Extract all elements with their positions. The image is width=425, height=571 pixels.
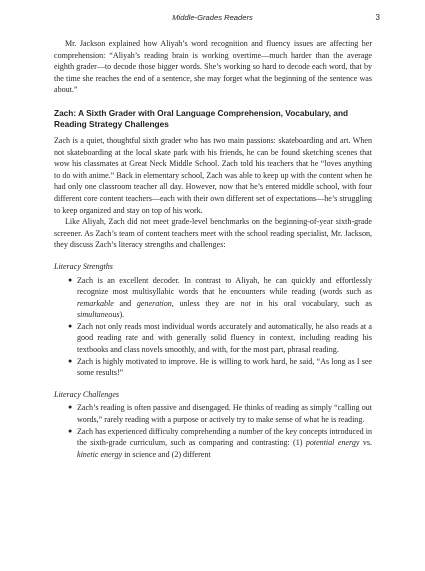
list-item bbox=[68, 275, 372, 321]
term: kinetic energy bbox=[77, 449, 123, 459]
list-item bbox=[68, 426, 372, 461]
example-word: remarkable bbox=[77, 298, 114, 308]
item-text: in his oral vocabulary, such as bbox=[250, 298, 372, 308]
list-item bbox=[68, 356, 372, 379]
challenges-list bbox=[54, 402, 372, 460]
page-header bbox=[0, 13, 425, 27]
bullet-icon: ● bbox=[68, 403, 73, 412]
bullet-icon: ● bbox=[68, 321, 73, 330]
item-text: Zach not only reads most individual words accurately and automatically, he also reads at a good reading rate and with generally solid fluency in context, including reading his textbooks and class novels smoothly, and with, for the most part, phrasal reading. bbox=[77, 321, 372, 355]
item-text: in science and (2) different bbox=[122, 449, 211, 459]
section-heading: Zach: A Sixth Grader with Oral Language Comprehension, Vocabulary, and Reading Strategy Challenges bbox=[54, 107, 349, 129]
running-head: Middle-Grades Readers bbox=[172, 13, 253, 22]
item-text: vs. bbox=[359, 438, 372, 448]
page-body bbox=[54, 38, 372, 460]
example-word: generation, bbox=[136, 298, 174, 308]
paragraph-zach-intro: Zach is a quiet, thoughtful sixth grader who has two main passions: skateboarding and art. When not skateboarding at the local skate park with his friends, he can be found sketching scenes that wow his classmates at Great Neck Middle School. Zach told his teachers that he “loves anything to do with anime.” Back in elementary school, Zach was able to keep up with the content when he had only one classroom teacher all day. However, now that he’s entered middle school, with four different core content teachers—each with their own different set of expectations—he’s struggling to keep organized and stay on top of his work. bbox=[54, 135, 372, 215]
item-text: and bbox=[113, 298, 137, 308]
emphasis-word: not bbox=[240, 298, 251, 308]
item-text: Zach has experienced difficulty comprehending a number of the key concepts introduced in the sixth-grade curriculum, such as comparing and contrasting: (1) bbox=[77, 426, 372, 448]
bullet-icon: ● bbox=[68, 426, 73, 435]
strengths-heading: Literacy Strengths bbox=[54, 261, 113, 271]
paragraph-screener: Like Aliyah, Zach did not meet grade-level benchmarks on the beginning-of-year sixth-grade screener. As Zach’s team of content teachers meet with the school reading specialist, Mr. Jackson, they discuss Zach’s literacy strengths and challenges: bbox=[54, 217, 372, 250]
strengths-list bbox=[54, 275, 372, 379]
item-text: Zach’s reading is often passive and disengaged. He thinks of reading as simply “calling out words,” rarely reading with a purpose or actively try to make sense of what he is reading. bbox=[77, 403, 372, 425]
item-text: Zach is an excellent decoder. In contrast to Aliyah, he can quickly and effortlessly recognize most multisyllabic words that he encounters while reading (words such as bbox=[77, 275, 372, 297]
example-word: simultaneous bbox=[77, 310, 120, 320]
page-number: 3 bbox=[375, 13, 380, 22]
challenges-heading: Literacy Challenges bbox=[54, 389, 120, 399]
bullet-icon: ● bbox=[68, 356, 73, 365]
item-text: ). bbox=[119, 310, 125, 320]
intro-paragraph: Mr. Jackson explained how Aliyah’s word recognition and fluency issues are affecting her comprehension: “Aliyah’s reading brain is working overtime—much harder than the average eighth grader—to decode those bigger words. She’s working so hard to decode each word, that by the time she reaches the end of a sentence, she may forget what the beginning of the sentence was about.” bbox=[54, 39, 372, 95]
list-item bbox=[68, 402, 372, 425]
term: potential energy bbox=[305, 438, 360, 448]
list-item bbox=[68, 321, 372, 356]
item-text: unless they are bbox=[173, 298, 241, 308]
item-text: Zach is highly motivated to improve. He is willing to work hard, he said, “As long as I see some results!” bbox=[77, 356, 372, 378]
bullet-icon: ● bbox=[68, 275, 73, 284]
